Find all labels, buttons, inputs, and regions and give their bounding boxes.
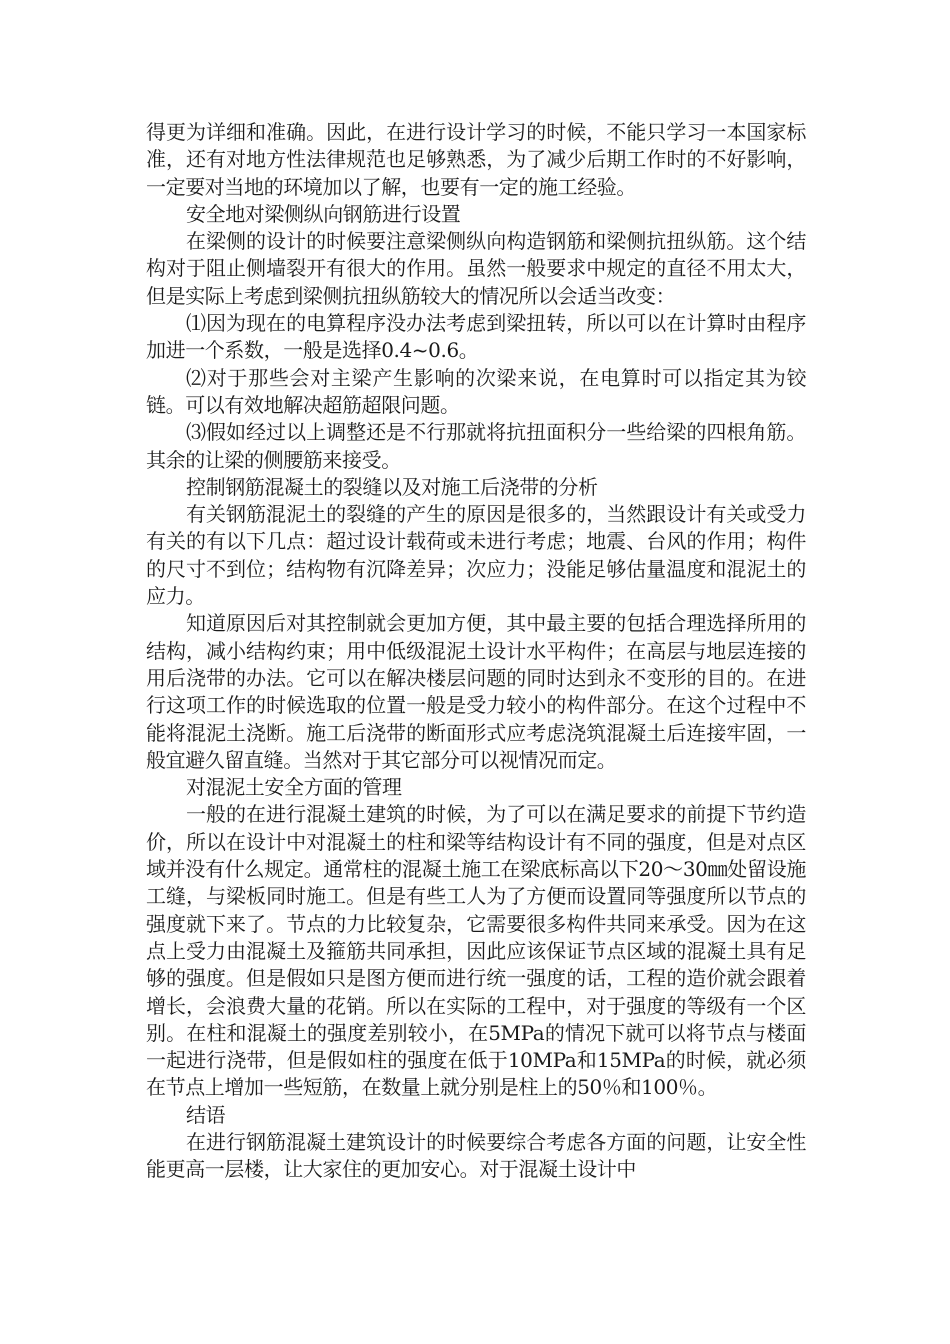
section-heading-beam-rebar: 安全地对梁侧纵向钢筋进行设置	[186, 201, 461, 226]
section-heading-conclusion: 结语	[186, 1102, 226, 1127]
paragraph: 在梁侧的设计的时候要注意梁侧纵向构造钢筋和梁侧抗扭纵筋。这个结构对于阻止侧墙裂开有很大的作用。虽然一般要求中规定的直径不用太大，但是实际上考虑到梁侧抗扭纵筋较大的情况所以会适当改变：	[146, 229, 806, 308]
section-heading-safety: 对混泥土安全方面的管理	[186, 775, 402, 800]
paragraph: 知道原因后对其控制就会更加方便，其中最主要的包括合理选择所用的结构，减小结构约束；用中低级混泥土设计水平构件；在高层与地层连接的用后浇带的办法。它可以在解决楼层问题的同时达到永不变形的目的。在进行这项工作的时候选取的位置一般是受力较小的构件部分。在这个过程中不能将混泥土浇断。施工后浇带的断面形式应考虑浇筑混凝土后连接牢固，一般宜避久留直缝。当然对于其它部分可以视情况而定。	[146, 611, 806, 772]
document-body	[146, 119, 806, 1184]
list-item-2: ⑵对于那些会对主梁产生影响的次梁来说，在电算时可以指定其为铰链。可以有效地解决超筋超限问题。	[146, 365, 806, 417]
paragraph-continuation: 得更为详细和准确。因此，在进行设计学习的时候，不能只学习一本国家标准，还有对地方性法律规范也足够熟悉，为了减少后期工作时的不好影响，一定要对当地的环境加以了解，也要有一定的施工经验。	[146, 120, 806, 199]
paragraph: 一般的在进行混凝土建筑的时候，为了可以在满足要求的前提下节约造价，所以在设计中对混凝土的柱和梁等结构设计有不同的强度，但是对点区域并没有什么规定。通常柱的混凝土施工在梁底标高以下20～30㎜处留设施工缝，与梁板同时施工。但是有些工人为了方便而设置同等强度所以节点的强度就下来了。节点的力比较复杂，它需要很多构件共同来承受。因为在这点上受力由混凝土及箍筋共同承担，因此应该保证节点区域的混凝土具有足够的强度。但是假如只是图方便而进行统一强度的话，工程的造价就会跟着增长，会浪费大量的花销。所以在实际的工程中，对于强度的等级有一个区别。在柱和混凝土的强度差别较小，在5MPa的情况下就可以将节点与楼面一起进行浇带，但是假如柱的强度在低于10MPa和15MPa的时候，就必须在节点上增加一些短筋，在数量上就分别是柱上的50％和100％。	[146, 802, 806, 1100]
list-item-3: ⑶假如经过以上调整还是不行那就将抗扭面积分一些给梁的四根角筋。其余的让梁的侧腰筋来接受。	[146, 420, 806, 472]
paragraph: 在进行钢筋混凝土建筑设计的时候要综合考虑各方面的问题，让安全性能更高一层楼，让大家住的更加安心。对于混凝土设计中	[146, 1129, 806, 1182]
section-heading-cracks: 控制钢筋混凝土的裂缝以及对施工后浇带的分析	[186, 474, 598, 499]
list-item-1: ⑴因为现在的电算程序没办法考虑到梁扭转，所以可以在计算时由程序加进一个系数，一般是选择0.4~0.6。	[146, 311, 806, 363]
paragraph: 有关钢筋混泥土的裂缝的产生的原因是很多的，当然跟设计有关或受力有关的有以下几点：超过设计载荷或未进行考虑；地震、台风的作用；构件的尺寸不到位；结构物有沉降差异；次应力；没能足够估量温度和混泥土的应力。	[146, 502, 806, 609]
